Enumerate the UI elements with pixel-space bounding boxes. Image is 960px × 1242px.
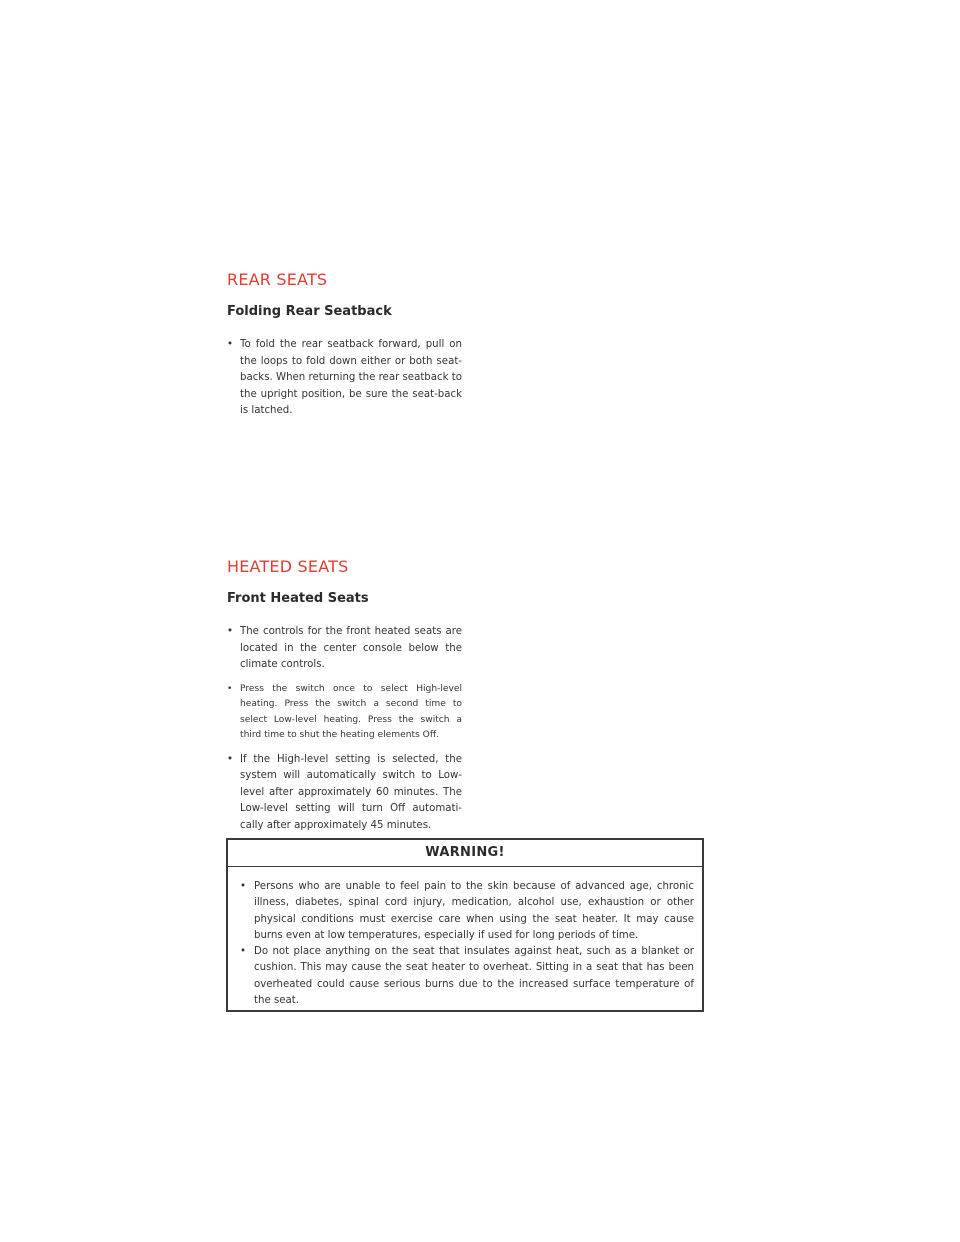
bullet-text: If the High-level setting is selected, the system will automatically switch to Low-level after approximately 60 minutes. The Low-level setting will turn Off automati-cally after approximately 45 minutes. [240,753,462,831]
list-item [227,752,462,835]
rear-seats-heading: REAR SEATS [227,270,328,289]
bullet-marker: • [240,881,247,892]
heated-seats-heading: HEATED SEATS [227,557,349,576]
bullet-text: Do not place anything on the seat that insulates against heat, such as a blanket or cushion. This may cause the seat heater to overheat. Sitting in a seat that has been overheated could cause serious burns due to the increased surface temperature of the seat. [254,946,694,1007]
rear-seats-section [227,272,462,420]
bullet-marker: • [240,946,247,958]
list-item [227,624,462,674]
bullet-text: To fold the rear seatback forward, pull on the loops to fold down either or both seat-backs. When returning the rear seatback to the upright position, be sure the seat-back is latched. [240,339,462,416]
bullet-marker: • [227,339,234,350]
bullet-text: The controls for the front heated seats are located in the center console below the climate controls. [240,626,462,670]
warning-box [226,838,704,1012]
rear-seats-bullet-list [227,337,462,420]
folding-rear-seatback-subheading: Folding Rear Seatback [227,304,392,319]
bullet-text: Press the switch once to select High-level heating. Press the switch a second time to select Low-level heating. Press the switch a third time to shut the heating elements Off. [240,683,462,740]
heated-seats-bullet-list [227,624,462,834]
list-item [227,682,462,744]
heated-seats-section [227,559,462,834]
list-item [240,879,694,944]
bullet-marker: • [227,683,233,694]
warning-bullet-list [228,867,702,1009]
bullet-marker: • [227,626,234,637]
bullet-marker: • [227,753,234,765]
warning-heading: WARNING! [228,840,702,867]
list-item [227,337,462,420]
front-heated-seats-subheading: Front Heated Seats [227,591,369,606]
bullet-text: Persons who are unable to feel pain to the skin because of advanced age, chronic illness, diabetes, spinal cord injury, medication, alcohol use, exhaustion or other physical conditions must exercise care when using the seat heater. It may cause burns even at low temperatures, especially if used for long periods of time. [254,881,694,941]
list-item [240,944,694,1009]
